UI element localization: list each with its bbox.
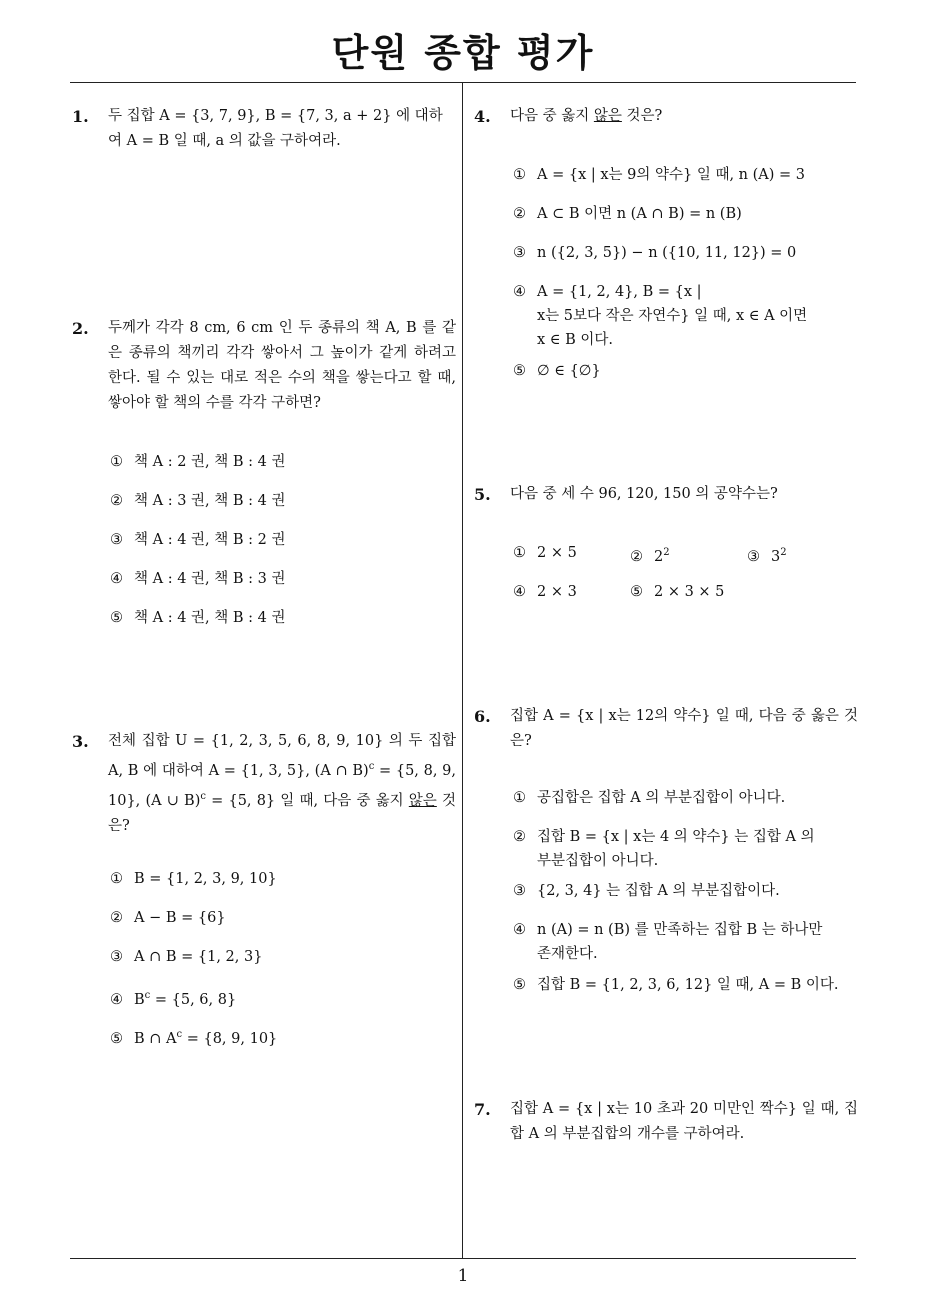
question-number: 5. [474, 485, 491, 504]
option-3[interactable]: ③ A ∩ B = {1, 2, 3} [110, 949, 263, 965]
option-5[interactable]: ⑤ B ∩ $A^c = \{8$, 9, 10} [110, 1029, 278, 1047]
question-stem: 다음 중 세 수 96, 120, 150 의 공약수는? [510, 486, 778, 502]
question-number: 2. [72, 319, 89, 338]
column-divider [462, 83, 463, 1259]
option-5[interactable]: ⑤ 집합 B = {1, 2, 3, 6, 12} 일 때, A = B 이다. [513, 977, 839, 993]
option-1[interactable]: ① 공집합은 집합 A 의 부분집합이 아니다. [513, 790, 786, 806]
question-stem: 집합 A = {x | x는 10 초과 20 미만인 짝수} 일 때, 집합 A 의 부분집합의 개수를 구하여라. [510, 1101, 858, 1142]
bottom-rule [70, 1258, 856, 1259]
question-stem: 두께가 각각 8 cm, 6 cm 인 두 종류의 책 A, B 를 같은 종류의 책끼리 각각 쌓아서 그 높이가 같게 하려고 한다. 될 수 있는 대로 적은 수의 책을 쌓는다고 할 때, 쌓아야 할 책의 수를 각각 구하면? [108, 320, 456, 411]
option-3[interactable]: ③ 책 A : 4 권, 책 B : 2 권 [110, 532, 286, 548]
question-number: 6. [474, 707, 491, 726]
option-2[interactable]: ② A − B = {6} [110, 910, 226, 926]
option-5[interactable]: ⑤ 2 × 3 × 5 [630, 584, 725, 600]
question-stem: 집합 A = {x | x는 12의 약수} 일 때, 다음 중 옳은 것은? [510, 708, 858, 749]
question-number: 4. [474, 107, 491, 126]
option-2[interactable]: ② A ⊂ B 이면 n (A ∩ B) = n (B) [513, 206, 742, 222]
question-number: 3. [72, 732, 89, 751]
option-4[interactable]: ④ $B^c = \{5$, 6, 8} [110, 990, 237, 1008]
question-stem: 두 집합 A = {3, 7, 9}, B = {7, 3, a + 2} 에 대하여 A = B 일 때, a 의 값을 구하여라. [108, 108, 443, 149]
option-1[interactable]: ① A = {x | x는 9의 약수} 일 때, n (A) = 3 [513, 167, 805, 183]
question-number: 1. [72, 107, 89, 126]
option-3[interactable]: ③ $3^2$ [747, 547, 787, 565]
question-7 [474, 1097, 858, 1147]
page-number: 1 [457, 1266, 469, 1286]
option-2[interactable]: ② 책 A : 3 권, 책 B : 4 권 [110, 493, 286, 509]
question-4 [474, 104, 858, 129]
option-2[interactable]: ② 집합 B = {x | x는 4 의 약수} 는 집합 A 의 부분집합이 아니다. [513, 829, 815, 869]
option-3[interactable]: ③ n ({2, 3, 5}) − n ({10, 11, 12}) = 0 [513, 245, 797, 261]
question-number: 7. [474, 1100, 491, 1119]
option-1[interactable]: ① 2 × 5 [513, 545, 577, 561]
option-5[interactable]: ⑤ ∅ ∈ {∅} [513, 363, 601, 379]
option-1[interactable]: ① 책 A : 2 권, 책 B : 4 권 [110, 454, 286, 470]
question-stem: 다음 중 옳지 않은 것은? [510, 108, 663, 124]
option-5[interactable]: ⑤ 책 A : 4 권, 책 B : 4 권 [110, 610, 286, 626]
option-3[interactable]: ③ {2, 3, 4} 는 집합 A 의 부분집합이다. [513, 883, 780, 899]
option-1[interactable]: ① B = {1, 2, 3, 9, 10} [110, 871, 277, 887]
option-2[interactable]: ② $2^2$ [630, 547, 670, 565]
question-3 [72, 729, 456, 839]
question-6 [474, 704, 858, 754]
question-stem: 전체 집합 U = {1, 2, 3, 5, 6, 8, 9, 10} 의 두 집합 A, B 에 대하여 A = {1, 3, 5}, (A ∩ B)$^c$ = {5, 8, 9, 10}, (A ∪ B)$^c$ = {5, 8} 일 때, 다음 중 옳지 않은 것은? [108, 733, 456, 834]
question-5 [474, 482, 858, 507]
option-4[interactable]: ④ 2 × 3 [513, 584, 577, 600]
top-rule [70, 82, 856, 83]
option-4[interactable]: ④ A = {1, 2, 4}, B = {x | x는 5보다 작은 자연수} 일 때, x ∈ A 이면 x ∈ B 이다. [513, 284, 808, 348]
question-2 [72, 316, 456, 416]
option-4[interactable]: ④ 책 A : 4 권, 책 B : 3 권 [110, 571, 286, 587]
page-title: 단원 종합 평가 [331, 31, 595, 75]
option-4[interactable]: ④ n (A) = n (B) 를 만족하는 집합 B 는 하나만 존재한다. [513, 922, 823, 962]
question-1 [72, 104, 456, 154]
